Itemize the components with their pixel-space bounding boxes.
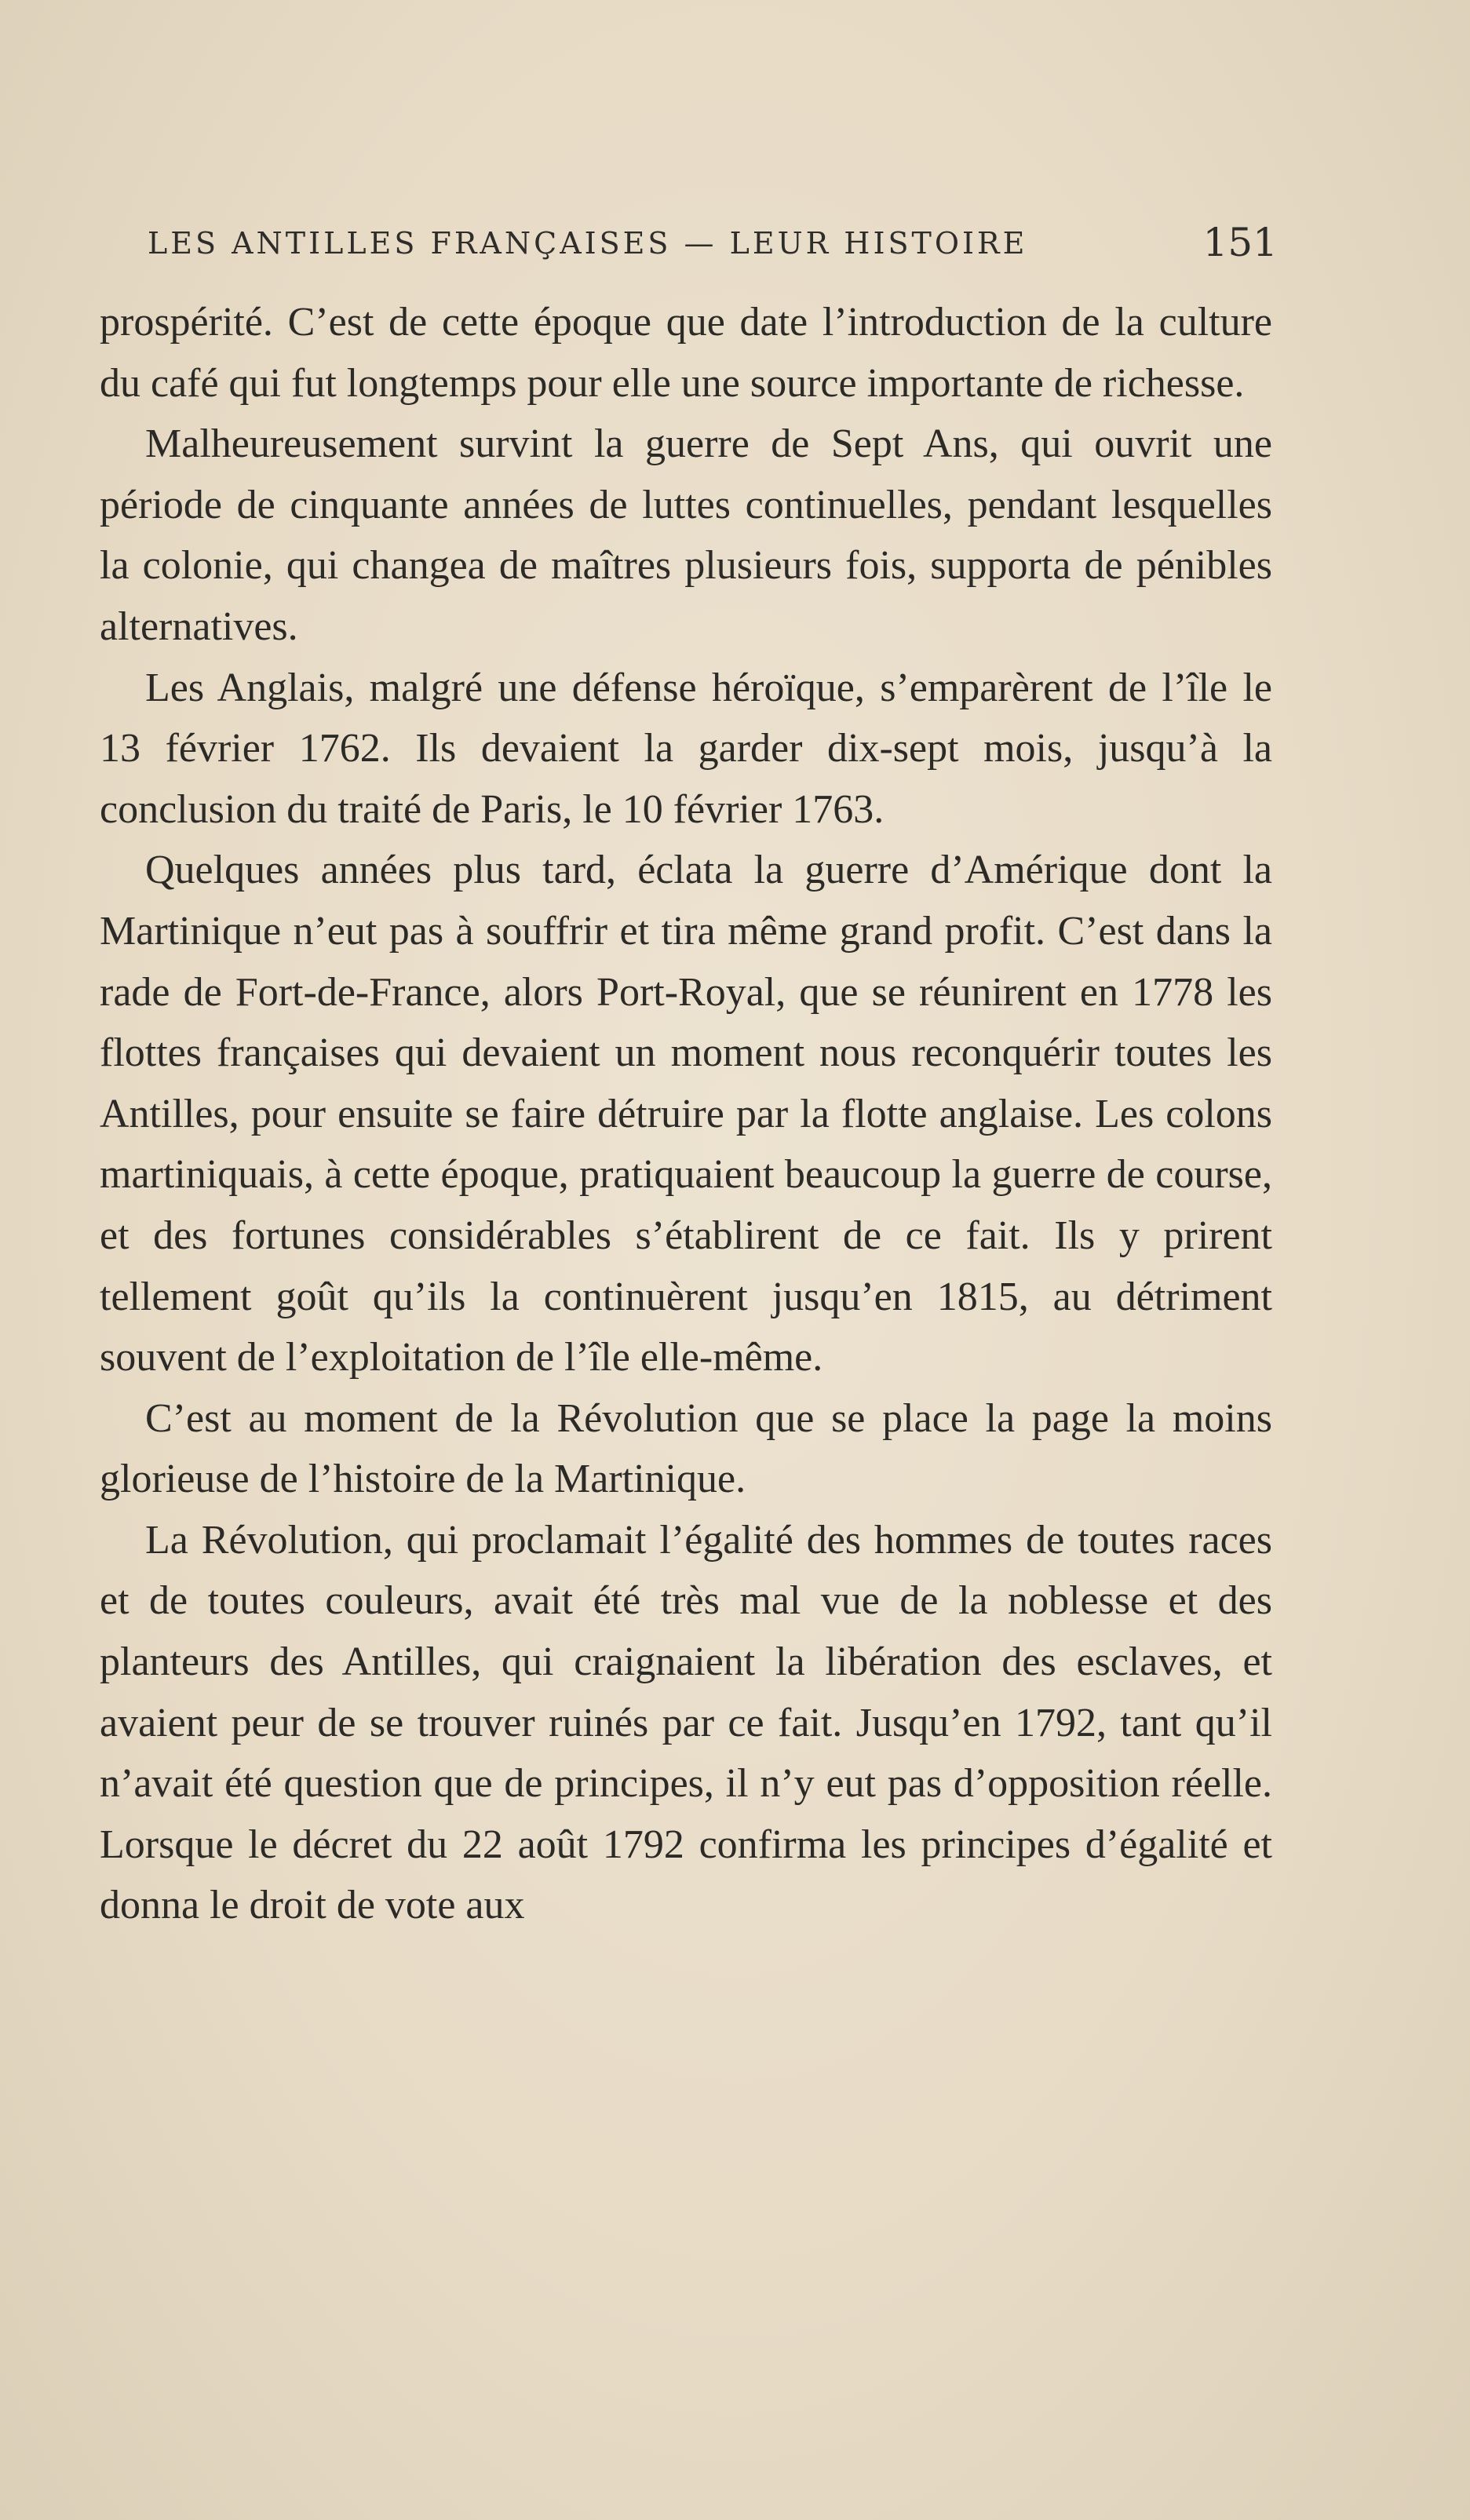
running-title: LES ANTILLES FRANÇAISES — LEUR HISTOIRE — [148, 226, 1028, 261]
paragraph-continuation: prospérité. C’est de cette époque que date l’introduction de la culture du café qui fut longtemps pour elle une source importante de richesse. — [100, 300, 1272, 406]
paragraph-american-war: Quelques années plus tard, éclata la guerre d’Amérique dont la Martinique n’eut pas à souffrir et tira même grand profit. C’est dans la rade de Fort-de-France, alors Port-Royal, que se réunirent en 1778 les flottes françaises qui devaient un moment nous reconquérir toutes les Antilles, pour ensuite se faire détruire par la flotte anglaise. Les colons martiniquais, à cette époque, pratiquaient beaucoup la guerre de course, et des fortunes considérables s’établirent de ce fait. Ils y prirent tellement goût qu’ils la continuèrent jusqu’en 1815, au détriment souvent de l’exploitation de l’île elle-même. — [100, 848, 1272, 1380]
page-number: 151 — [1202, 220, 1278, 265]
running-header — [148, 220, 1278, 275]
paragraph-revolution-intro: C’est au moment de la Révolution que se place la page la moins glorieuse de l’histoire de la Martinique. — [100, 1395, 1272, 1502]
body-text — [100, 292, 1272, 1936]
paragraph-revolution-equality: La Révolution, qui proclamait l’égalité des hommes de toutes races et de toutes couleurs, avait été très mal vue de la noblesse et des planteurs des Antilles, qui craignaient la libération des esclaves, et avaient peur de se trouver ruinés par ce fait. Jusqu’en 1792, tant qu’il n’avait été question que de principes, il n’y eut pas d’opposition réelle. Lorsque le décret du 22 août 1792 confirma les principes d’égalité et donna le droit de vote aux — [100, 1517, 1272, 1928]
paragraph-seven-years-war: Malheureusement survint la guerre de Sept Ans, qui ouvrit une période de cinquante années de luttes continuelles, pendant lesquelles la colonie, qui changea de maîtres plusieurs fois, supporta de pénibles alternatives. — [100, 421, 1272, 649]
paragraph-english-occupation: Les Anglais, malgré une défense héroïque, s’emparèrent de l’île le 13 février 1762. Ils devaient la garder dix-sept mois, jusqu’à la conclusion du traité de Paris, le 10 février 1763. — [100, 665, 1272, 832]
